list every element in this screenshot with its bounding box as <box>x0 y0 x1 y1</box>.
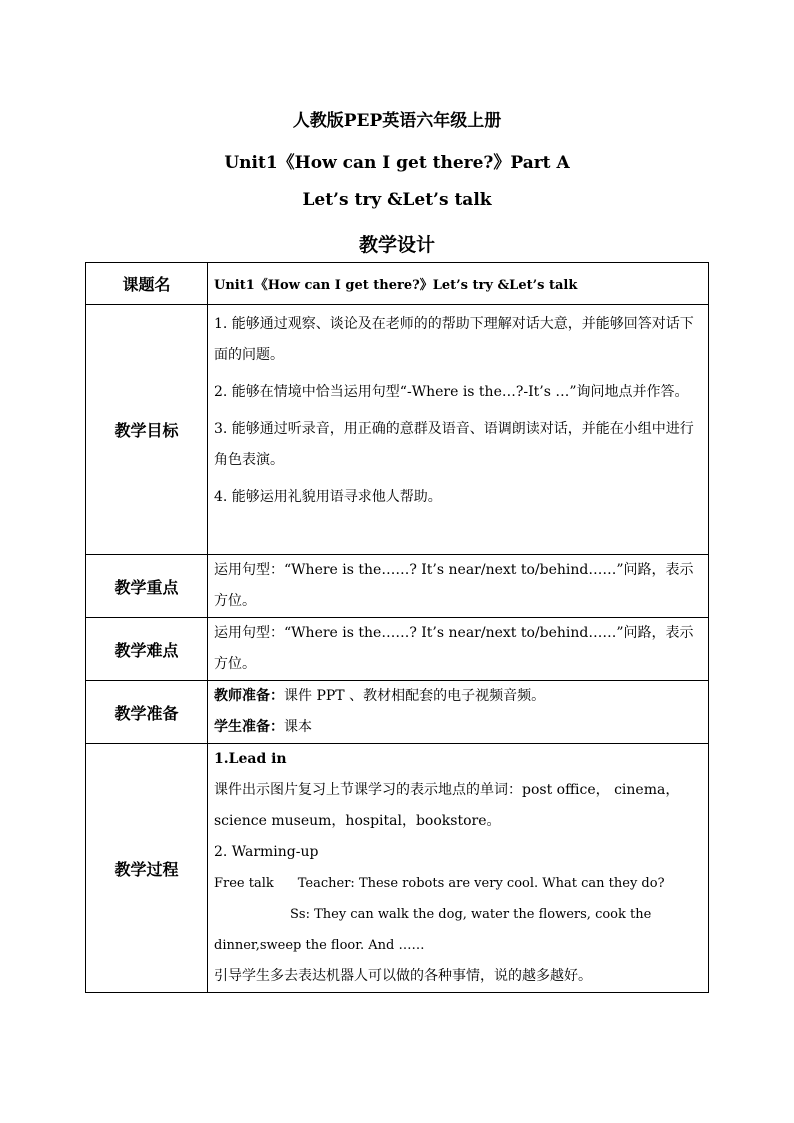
label-topic: 课题名 <box>86 263 208 305</box>
row-process <box>86 744 709 993</box>
lead-in-heading: 1.Lead in <box>214 751 287 767</box>
teacher-prep-label: 教师准备： <box>214 688 284 704</box>
teacher-dialogue-line: Teacher: These robots are very cool. What can they do? <box>297 876 665 891</box>
row-difficulties <box>86 618 709 681</box>
row-goals <box>86 305 709 555</box>
value-topic: Unit1《How can I get there?》Let’s try &Let’s talk <box>208 263 709 305</box>
label-process: 教学过程 <box>86 744 208 993</box>
doc-title-design: 教学设计 <box>358 234 435 256</box>
free-talk-label: Free talk <box>214 876 274 891</box>
value-preparation <box>208 681 709 744</box>
row-preparation <box>86 681 709 744</box>
label-difficulties: 教学难点 <box>86 618 208 681</box>
lead-in-text: 课件出示图片复习上节课学习的表示地点的单词：post office， cinema，science museum，hospital，bookstore。 <box>214 782 680 829</box>
doc-title-textbook: 人教版PEP英语六年级上册 <box>292 111 502 131</box>
goal-item: 4. 能够运用礼貌用语寻求他人帮助。 <box>214 489 442 505</box>
doc-title-sections: Let’s try &Let’s talk <box>302 190 492 210</box>
goal-item: 3. 能够通过听录音，用正确的意群及语音、语调朗读对话，并能在小组中进行角色表演。 <box>214 421 694 468</box>
value-key-points: 运用句型：“Where is the……? It’s near/next to/behind……”问路，表示方位。 <box>208 555 709 618</box>
warming-up-heading: 2. Warming-up <box>214 844 319 860</box>
teacher-prep-text: 课件 PPT 、教材相配套的电子视频音频。 <box>284 688 546 704</box>
goal-item: 1. 能够通过观察、谈论及在老师的的帮助下理解对话大意，并能够回答对话下面的问题。 <box>214 316 694 363</box>
value-process <box>208 744 709 993</box>
row-topic <box>86 263 709 305</box>
label-goals: 教学目标 <box>86 305 208 555</box>
student-prep-label: 学生准备： <box>214 719 284 735</box>
label-preparation: 教学准备 <box>86 681 208 744</box>
students-dialogue-line: Ss: They can walk the dog, water the flowers, cook the dinner,sweep the floor. And …… <box>214 907 652 953</box>
label-key-points: 教学重点 <box>86 555 208 618</box>
goal-item: 2. 能够在情境中恰当运用句型“-Where is the…?-It’s …”询问地点并作答。 <box>214 384 689 400</box>
row-key-points <box>86 555 709 618</box>
doc-title-unit: Unit1《How can I get there?》Part A <box>224 153 570 173</box>
value-difficulties: 运用句型：“Where is the……? It’s near/next to/behind……”问路，表示方位。 <box>208 618 709 681</box>
lesson-plan-table <box>85 262 709 993</box>
value-goals <box>208 305 709 555</box>
student-prep-text: 课本 <box>284 719 312 735</box>
guide-text: 引导学生多去表达机器人可以做的各种事情，说的越多越好。 <box>214 968 592 984</box>
